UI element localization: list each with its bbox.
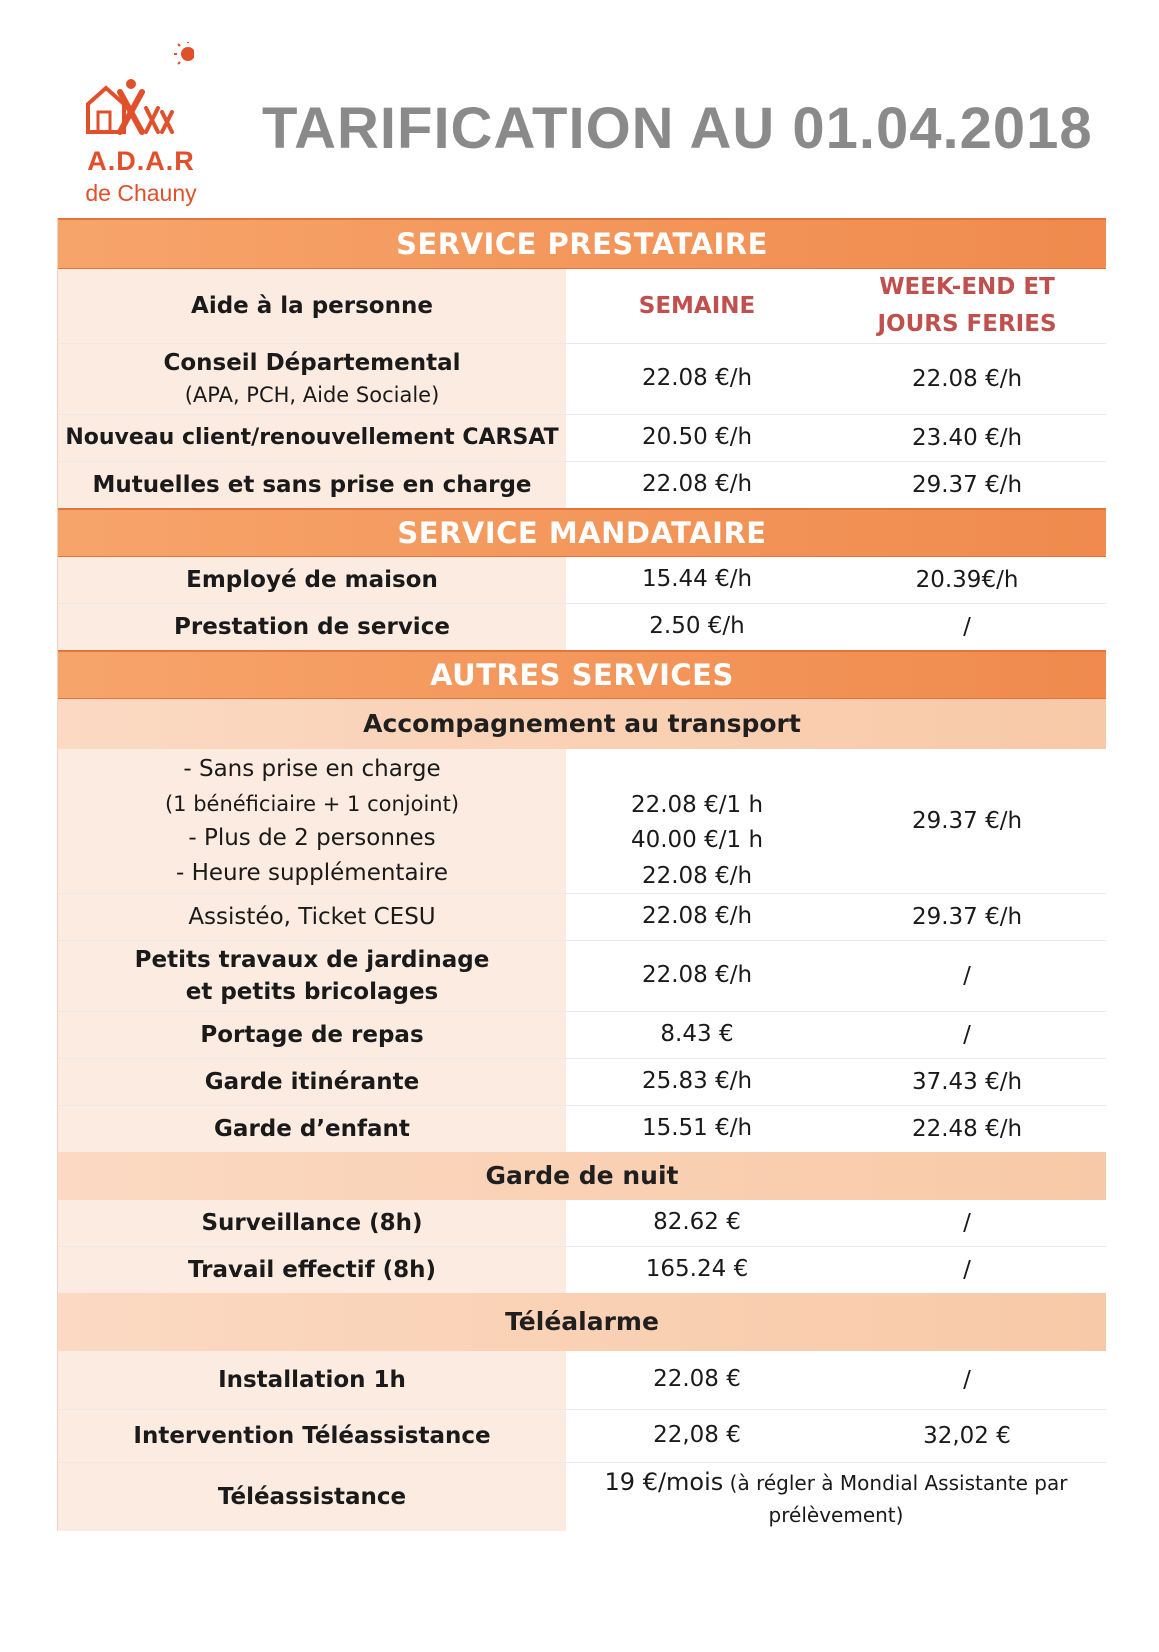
logo [66, 42, 216, 212]
price-weekend: / [963, 1022, 971, 1048]
header-weekend: WEEK-END ET JOURS FERIES [877, 274, 1057, 337]
price-week: 22,08 € [653, 1422, 741, 1449]
price-weekend: / [963, 1367, 971, 1393]
row-label: Portage de repas [58, 1012, 566, 1058]
table-row [58, 1200, 1106, 1247]
table-row [58, 1012, 1106, 1059]
price-weekend: 22.08 €/h [911, 366, 1023, 392]
table-row [58, 1059, 1106, 1106]
price-week: 15.44 €/h [641, 566, 753, 593]
price-weekend: 29.37 €/h [911, 808, 1023, 834]
row-sublabel: (APA, PCH, Aide Sociale) [184, 383, 440, 407]
price-week: 22.08 €/h [641, 365, 753, 392]
transport-line-4: - Heure supplémentaire [175, 859, 449, 886]
subsection-telealarme: Téléalarme [58, 1293, 1106, 1351]
transport-price-2: 40.00 €/1 h [630, 827, 764, 854]
price-week: 15.51 €/h [641, 1115, 753, 1142]
table-row [58, 462, 1106, 508]
table-row [58, 894, 1106, 941]
price-week: 2.50 €/h [649, 613, 745, 640]
price-weekend: 22.48 €/h [911, 1116, 1023, 1142]
row-label-line-1: Petits travaux de jardinage [134, 946, 490, 973]
row-label: Installation 1h [58, 1351, 566, 1409]
price-weekend: / [963, 1210, 971, 1236]
subsection-transport: Accompagnement au transport [58, 699, 1106, 749]
price-week: 165.24 € [645, 1256, 749, 1283]
price-week: 22.08 €/h [641, 962, 753, 989]
header-label: Aide à la personne [58, 269, 566, 343]
section-band-autres: AUTRES SERVICES [58, 650, 1106, 699]
table-row [58, 1463, 1106, 1531]
row-label: Travail effectif (8h) [58, 1247, 566, 1293]
table-row [58, 1106, 1106, 1152]
price-week [566, 749, 828, 893]
row-label: Surveillance (8h) [58, 1200, 566, 1246]
row-label: Assistéo, Ticket CESU [58, 894, 566, 940]
row-label: Intervention Téléassistance [58, 1410, 566, 1462]
price-weekend: 23.40 €/h [911, 425, 1023, 451]
row-label-main: Conseil Départemental [163, 349, 461, 376]
transport-price-1: 22.08 €/1 h [630, 791, 764, 818]
table-row [58, 604, 1106, 650]
table-header-row [58, 269, 1106, 344]
price-week: 82.62 € [653, 1209, 741, 1236]
price-note [566, 1463, 1106, 1531]
row-label: Mutuelles et sans prise en charge [58, 462, 566, 508]
subsection-nuit: Garde de nuit [58, 1152, 1106, 1200]
row-label [58, 941, 566, 1011]
price-weekend: / [963, 614, 971, 640]
price-weekend: 32,02 € [923, 1423, 1011, 1449]
table-row [58, 415, 1106, 462]
section-band-prestataire: SERVICE PRESTATAIRE [58, 218, 1106, 269]
price-monthly: 19 €/mois [604, 1468, 724, 1496]
page-title: TARIFICATION AU 01.04.2018 [262, 96, 1093, 161]
row-label: Prestation de service [58, 604, 566, 650]
transport-line-2: (1 bénéficiaire + 1 conjoint) [164, 791, 460, 816]
price-week: 22.08 €/h [641, 903, 753, 930]
section-band-mandataire: SERVICE MANDATAIRE [58, 508, 1106, 557]
price-week: 25.83 €/h [641, 1068, 753, 1095]
row-label: Téléassistance [58, 1463, 566, 1531]
row-label-line-2: et petits bricolages [185, 979, 439, 1005]
row-label: Garde itinérante [58, 1059, 566, 1105]
payment-note: (à régler à Mondial Assistante par prélèvement) [729, 1471, 1068, 1527]
header-week: SEMAINE [638, 292, 756, 319]
transport-line-1: - Sans prise en charge [183, 756, 441, 782]
logo-name: A.D.A.R [87, 146, 195, 176]
price-week: 20.50 €/h [641, 424, 753, 451]
row-label: Nouveau client/renouvellement CARSAT [58, 415, 566, 461]
table-row [58, 344, 1106, 415]
price-weekend: 29.37 €/h [911, 904, 1023, 930]
table-row [58, 1247, 1106, 1293]
row-label: Employé de maison [58, 557, 566, 603]
table-row [58, 941, 1106, 1012]
transport-line-3: - Plus de 2 personnes [188, 825, 436, 851]
row-label [58, 749, 566, 893]
price-weekend: / [963, 1257, 971, 1283]
price-week: 22.08 €/h [641, 471, 753, 498]
row-label: Garde d’enfant [58, 1106, 566, 1152]
price-week: 22.08 € [653, 1366, 741, 1393]
table-row [58, 557, 1106, 604]
transport-price-3: 22.08 €/h [641, 862, 753, 889]
price-weekend: / [963, 963, 971, 989]
price-weekend: 37.43 €/h [911, 1069, 1023, 1095]
table-row [58, 1351, 1106, 1410]
table-row [58, 749, 1106, 894]
price-week: 8.43 € [660, 1021, 734, 1048]
row-label [58, 344, 566, 414]
house-people-sun-icon [84, 42, 194, 142]
price-weekend: 29.37 €/h [911, 472, 1023, 498]
logo-city: de Chauny [85, 180, 197, 206]
price-weekend: 20.39€/h [915, 567, 1019, 593]
table-row [58, 1410, 1106, 1463]
pricing-table [57, 218, 1106, 1531]
